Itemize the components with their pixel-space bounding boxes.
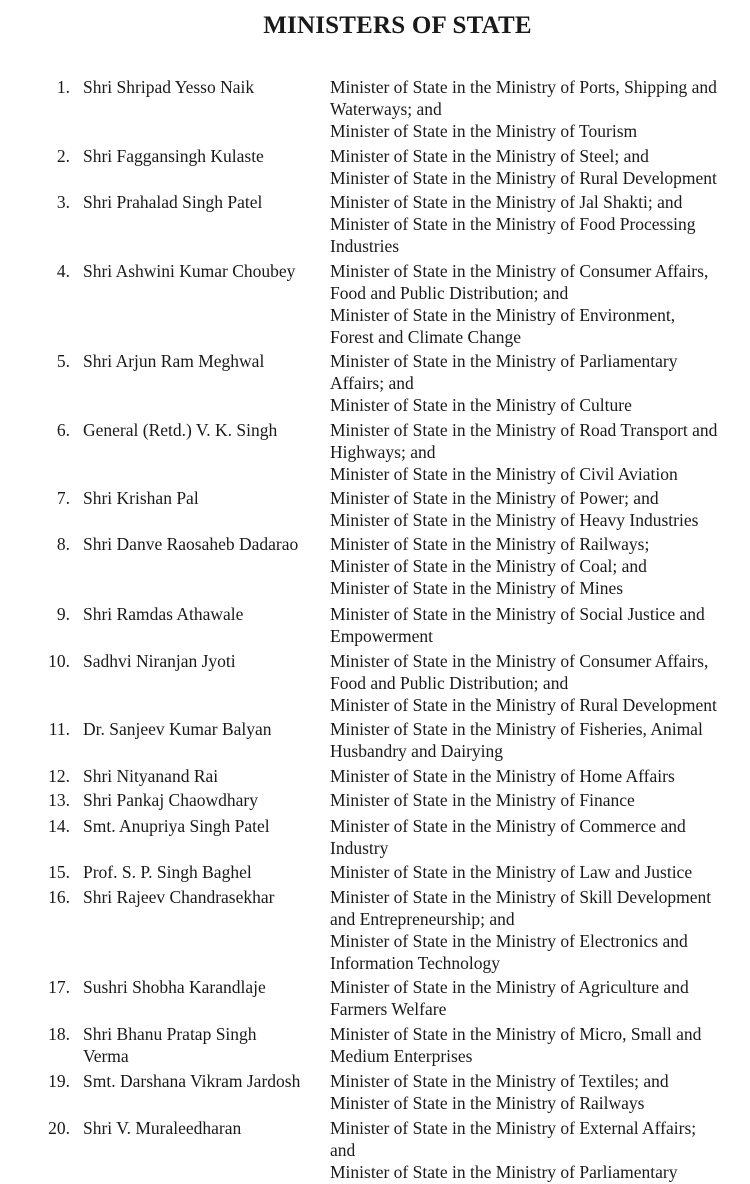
portfolio-line: Minister of State in the Ministry of Fisheries, Animal (330, 719, 703, 739)
portfolio (330, 861, 748, 883)
portfolio (330, 650, 748, 716)
portfolio-line: Industry (330, 838, 389, 858)
minister-name: Sushri Shobha Karandlaje (83, 977, 266, 997)
entry-number: 10. (48, 651, 70, 671)
portfolio-line: Minister of State in the Ministry of Micro, Small and (330, 1024, 702, 1044)
entry-number: 8. (56, 534, 70, 554)
portfolio-line: Affairs; and (330, 373, 414, 393)
portfolio-line: Minister of State in the Ministry of Commerce and (330, 816, 686, 836)
portfolio-line: Minister of State in the Ministry of Jal Shakti; and (330, 192, 683, 212)
entry-number: 3. (56, 192, 70, 212)
portfolio (330, 1023, 748, 1067)
portfolio (330, 487, 748, 531)
minister-name: Shri Faggansingh Kulaste (83, 146, 264, 166)
portfolio (330, 260, 748, 348)
page-title: MINISTERS OF STATE (263, 12, 532, 39)
portfolio-line: Minister of State in the Ministry of Steel; and (330, 146, 649, 166)
portfolio-line: Minister of State in the Ministry of External Affairs; (330, 1118, 697, 1138)
entry-number: 7. (56, 488, 70, 508)
portfolio-line: Food and Public Distribution; and (330, 283, 569, 303)
entry-number: 5. (56, 351, 70, 371)
minister-name: Shri Nityanand Rai (83, 766, 219, 786)
portfolio-line: Minister of State in the Ministry of Consumer Affairs, (330, 651, 709, 671)
minister-name: Shri Ashwini Kumar Choubey (83, 261, 296, 281)
minister-name: Shri Ramdas Athawale (83, 604, 244, 624)
minister-name: Smt. Darshana Vikram Jardosh (83, 1071, 301, 1091)
portfolio (330, 718, 748, 762)
portfolio (330, 886, 748, 974)
portfolio-line: Food and Public Distribution; and (330, 673, 569, 693)
entry-number: 17. (48, 977, 70, 997)
entry-number: 19. (48, 1071, 70, 1091)
portfolio-line: Minister of State in the Ministry of Railways; (330, 534, 650, 554)
portfolio-line: Minister of State in the Ministry of Rural Development (330, 168, 717, 188)
portfolio (330, 145, 748, 189)
portfolio (330, 1070, 748, 1114)
minister-name: Shri Danve Raosaheb Dadarao (83, 534, 299, 554)
portfolio-line: Minister of State in the Ministry of Textiles; and (330, 1071, 669, 1091)
entry-number: 16. (48, 887, 70, 907)
portfolio-line: Waterways; and (330, 99, 442, 119)
minister-name: Smt. Anupriya Singh Patel (83, 816, 270, 836)
portfolio (330, 76, 748, 142)
minister-name: Shri Pankaj Chaowdhary (83, 790, 258, 810)
portfolio-line: Minister of State in the Ministry of Electronics and (330, 931, 688, 951)
portfolio-line: Minister of State in the Ministry of Power; and (330, 488, 659, 508)
entry-number: 2. (56, 146, 70, 166)
minister-name: Shri Shripad Yesso Naik (83, 77, 255, 97)
portfolio (330, 1117, 748, 1183)
portfolio-line: Minister of State in the Ministry of Agriculture and (330, 977, 689, 997)
portfolio (330, 603, 748, 647)
portfolio-line: Farmers Welfare (330, 999, 447, 1019)
portfolio-line: and (330, 1140, 356, 1160)
minister-name: Shri Krishan Pal (83, 488, 199, 508)
portfolio-line: Empowerment (330, 626, 434, 646)
portfolio-line: Minister of State in the Ministry of Heavy Industries (330, 510, 699, 530)
portfolio (330, 350, 748, 416)
entry-number: 6. (56, 420, 70, 440)
entry-number: 12. (48, 766, 70, 786)
entry-number: 18. (48, 1024, 70, 1044)
portfolio-line: Husbandry and Dairying (330, 741, 504, 761)
portfolio-line: Minister of State in the Ministry of Consumer Affairs, (330, 261, 709, 281)
portfolio-line: Minister of State in the Ministry of Social Justice and (330, 604, 705, 624)
minister-name: General (Retd.) V. K. Singh (83, 420, 278, 440)
minister-name: Sadhvi Niranjan Jyoti (83, 651, 236, 671)
portfolio (330, 976, 748, 1020)
portfolio-line: Highways; and (330, 442, 436, 462)
portfolio-line: Minister of State in the Ministry of Law and Justice (330, 862, 693, 882)
portfolio-line: Minister of State in the Ministry of Coal; and (330, 556, 647, 576)
minister-name: Shri Prahalad Singh Patel (83, 192, 263, 212)
portfolio-line: Minister of State in the Ministry of Finance (330, 790, 635, 810)
entry-number: 9. (56, 604, 70, 624)
portfolio (330, 765, 748, 787)
portfolio (330, 191, 748, 257)
entry-number: 14. (48, 816, 70, 836)
portfolio-line: Minister of State in the Ministry of Skill Development (330, 887, 712, 907)
minister-name: Dr. Sanjeev Kumar Balyan (83, 719, 272, 739)
entry-number: 15. (48, 862, 70, 882)
portfolio (330, 789, 748, 811)
portfolio-line: Minister of State in the Ministry of Food Processing (330, 214, 696, 234)
minister-name: Shri V. Muraleedharan (83, 1118, 242, 1138)
portfolio-line: Minister of State in the Ministry of Culture (330, 395, 632, 415)
minister-name: Shri Rajeev Chandrasekhar (83, 887, 275, 907)
entry-number: 4. (56, 261, 70, 281)
portfolio-line: Minister of State in the Ministry of Parliamentary (330, 351, 678, 371)
minister-name: Shri Bhanu Pratap Singh Verma (83, 1024, 257, 1066)
portfolio-line: Minister of State in the Ministry of Environment, (330, 305, 676, 325)
entry-number: 20. (48, 1118, 70, 1138)
portfolio-line: Minister of State in the Ministry of Parliamentary (330, 1162, 678, 1182)
entry-number: 11. (48, 719, 70, 739)
minister-name: Shri Arjun Ram Meghwal (83, 351, 265, 371)
portfolio-line: Forest and Climate Change (330, 327, 522, 347)
portfolio-line: and Entrepreneurship; and (330, 909, 515, 929)
portfolio-line: Minister of State in the Ministry of Tourism (330, 121, 638, 141)
entry-number: 13. (48, 790, 70, 810)
minister-name: Prof. S. P. Singh Baghel (83, 862, 252, 882)
portfolio-line: Minister of State in the Ministry of Mines (330, 578, 624, 598)
portfolio-line: Information Technology (330, 953, 501, 973)
portfolio-line: Minister of State in the Ministry of Rural Development (330, 695, 717, 715)
portfolio (330, 533, 748, 599)
portfolio (330, 815, 748, 859)
portfolio-line: Minister of State in the Ministry of Railways (330, 1093, 645, 1113)
portfolio-line: Industries (330, 236, 400, 256)
portfolio-line: Minister of State in the Ministry of Road Transport and (330, 420, 718, 440)
entry-number: 1. (56, 77, 70, 97)
portfolio-line: Minister of State in the Ministry of Home Affairs (330, 766, 675, 786)
portfolio-line: Medium Enterprises (330, 1046, 473, 1066)
portfolio (330, 419, 748, 485)
portfolio-line: Minister of State in the Ministry of Ports, Shipping and (330, 77, 717, 97)
portfolio-line: Minister of State in the Ministry of Civil Aviation (330, 464, 678, 484)
